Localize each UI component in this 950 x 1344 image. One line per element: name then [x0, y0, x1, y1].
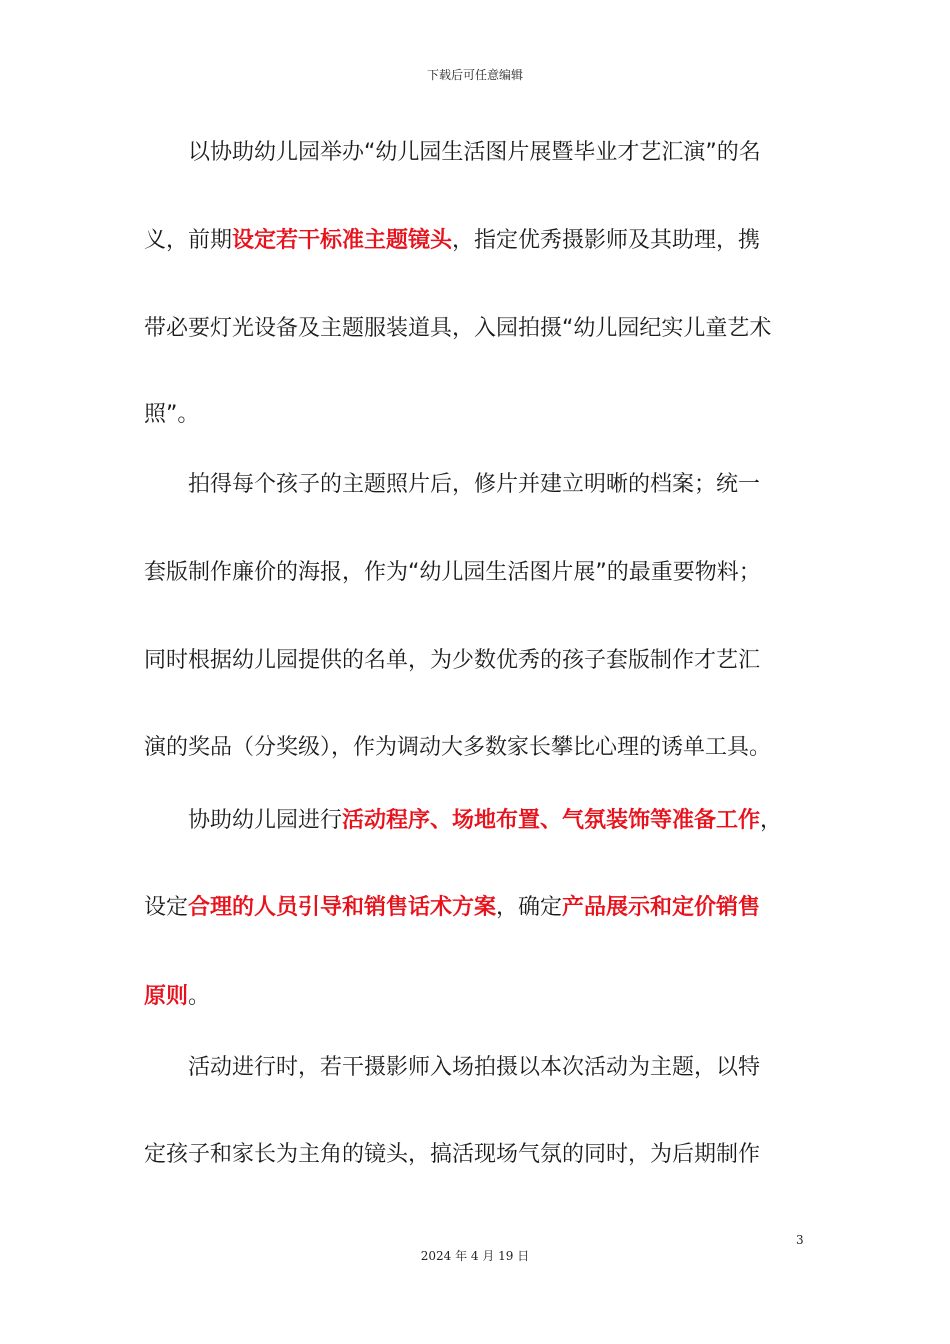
text-run: ， [760, 808, 783, 833]
paragraph-1-line-3 [144, 314, 771, 344]
text-run: 照”。 [144, 402, 200, 427]
paragraph-4-line-2 [144, 1140, 760, 1170]
text-run: 活动进行时，若干摄影师入场拍摄以本次活动为主题，以特 [188, 1055, 761, 1080]
text-run: 带必要灯光设备及主题服装道具，入园拍摄“幼儿园纪实儿童艺术 [144, 316, 772, 341]
paragraph-1-line-2 [144, 226, 760, 256]
page-number: 3 [796, 1233, 804, 1247]
highlighted-text-run: 产品展示和定价销售 [562, 895, 761, 920]
text-run: 定孩子和家长为主角的镜头，搞活现场气氛的同时，为后期制作 [144, 1142, 761, 1167]
text-run: 同时根据幼儿园提供的名单，为少数优秀的孩子套版制作才艺汇 [144, 648, 761, 673]
text-run: 设定 [144, 895, 189, 920]
paragraph-2-line-4 [144, 733, 771, 763]
text-run: 以协助幼儿园举办“幼儿园生活图片展暨毕业才艺汇演”的名 [188, 140, 761, 165]
text-run: 套版制作廉价的海报，作为“幼儿园生活图片展”的最重要物料； [144, 560, 761, 585]
paragraph-1-line-1 [188, 138, 761, 168]
text-run: 义，前期 [144, 228, 233, 253]
text-run: 。 [188, 984, 211, 1009]
paragraph-2-line-3 [144, 646, 760, 676]
paragraph-2-line-1 [188, 470, 760, 500]
highlighted-text-run: 合理的人员引导和销售话术方案 [188, 895, 497, 920]
paragraph-3-line-2 [144, 893, 760, 923]
text-run: 协助幼儿园进行 [188, 808, 343, 833]
paragraph-3-line-1 [188, 806, 782, 836]
highlighted-text-run: 活动程序、场地布置、气氛装饰等准备工作 [342, 808, 761, 833]
paragraph-4-line-1 [188, 1053, 760, 1083]
footer-date: 2024 年 4 月 19 日 [420, 1249, 530, 1263]
paragraph-2-line-2 [144, 558, 761, 588]
text-run: ，确定 [496, 895, 563, 920]
text-run: 拍得每个孩子的主题照片后，修片并建立明晰的档案；统一 [188, 472, 761, 497]
text-run: ，指定优秀摄影师及其助理，携 [452, 228, 761, 253]
paragraph-3-line-3 [144, 982, 210, 1012]
paragraph-1-line-4 [144, 400, 199, 430]
text-run: 演的奖品（分奖级），作为调动大多数家长攀比心理的诱单工具。 [144, 735, 772, 760]
page-header: 下载后可任意编辑 [426, 68, 523, 82]
highlighted-text-run: 原则 [144, 984, 189, 1009]
highlighted-text-run: 设定若干标准主题镜头 [232, 228, 453, 253]
